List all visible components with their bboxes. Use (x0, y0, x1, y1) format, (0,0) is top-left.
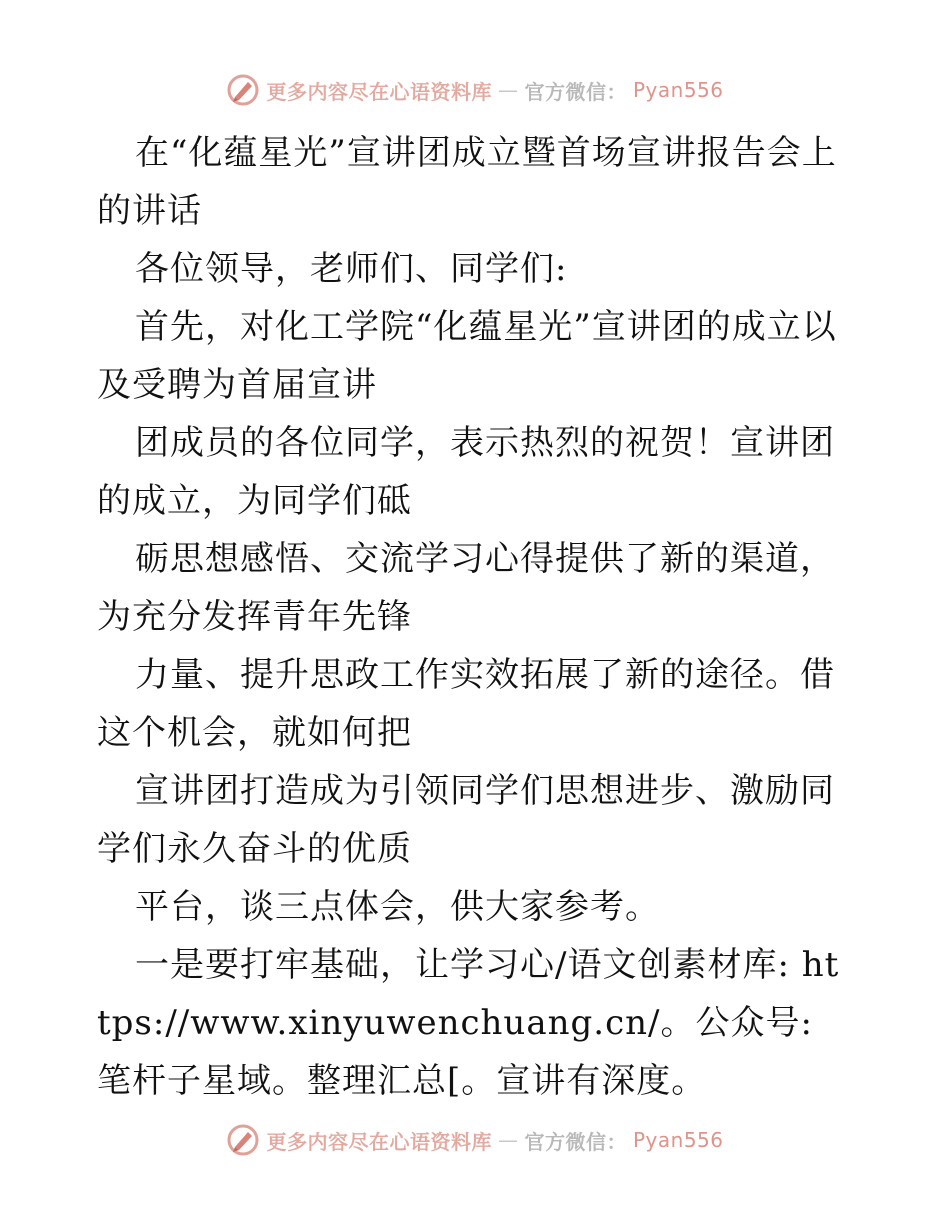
watermark-wechat-id: Pyan556 (632, 78, 724, 102)
paragraph: 团成员的各位同学，表示热烈的祝贺！宣讲团的成立，为同学们砥 (97, 423, 835, 521)
salutation: 各位领导，老师们、同学们: (135, 249, 568, 289)
watermark-wechat-label: 官方微信： (524, 79, 627, 104)
pen-logo-icon (226, 1123, 260, 1157)
watermark-wechat-id: Pyan556 (632, 1128, 724, 1152)
footer-watermark (0, 1120, 950, 1160)
paragraph-with-url: 一是要打牢基础，让学习心/语文创素材库: https://www.xinyuwenchuang.cn/。公众号: 笔杆子星域。整理汇总[。宣讲有深度。 (97, 945, 840, 1101)
watermark-dash: — (497, 1128, 519, 1152)
document-body (97, 124, 853, 1110)
pen-logo-icon (226, 73, 260, 107)
paragraph: 宣讲团打造成为引领同学们思想进步、激励同学们永久奋斗的优质 (97, 771, 835, 869)
paragraph: 首先，对化工学院“化蕴星光”宣讲团的成立以及受聘为首届宣讲 (97, 307, 837, 405)
watermark-main-text: 更多内容尽在心语资料库 (266, 79, 492, 104)
speech-title: 在“化蕴星光”宣讲团成立暨首场宣讲报告会上的讲话 (97, 133, 837, 231)
paragraph: 平台，谈三点体会，供大家参考。 (135, 887, 660, 927)
paragraph: 力量、提升思政工作实效拓展了新的途径。借这个机会，就如何把 (97, 655, 835, 753)
watermark-dash: — (497, 78, 519, 102)
paragraph: 砺思想感悟、交流学习心得提供了新的渠道，为充分发挥青年先锋 (97, 539, 835, 637)
header-watermark (0, 70, 950, 110)
watermark-wechat-label: 官方微信： (524, 1129, 627, 1154)
watermark-main-text: 更多内容尽在心语资料库 (266, 1129, 492, 1154)
